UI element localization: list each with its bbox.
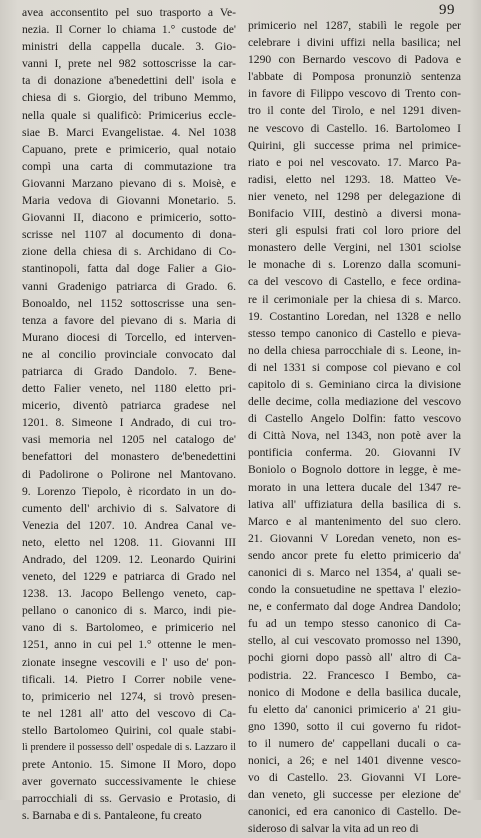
right-column-line: ne vescovo di Castello. 16. Bartolomeo I xyxy=(248,121,461,135)
right-column-line: fu eletto da' canonici primicerio a' 21 giu- xyxy=(248,702,461,716)
left-column-line: veneto, del 1229 e patriarca di Grado nel xyxy=(22,570,236,584)
right-column-line: di Città Nova, nel 1343, non potè aver la xyxy=(248,429,461,443)
right-column-line: stello, al cui vescovato promosso nel 1390, xyxy=(248,634,461,648)
left-column-line: to, primicerio nel 1274, si trovò presen- xyxy=(22,689,236,703)
right-column-line: delle decime, colla mediazione del vescovo xyxy=(248,395,461,409)
right-column-line: dan veneto, gli successe per elezione de' xyxy=(248,788,461,802)
right-column-line: di Castello Angelo Dolfin: fatto vescovo xyxy=(248,412,461,426)
right-column-line: di nel 1331 si compose col pievano e col xyxy=(248,360,461,374)
left-column-line: aver governato successivamente le chiese xyxy=(22,775,236,789)
left-column-line: cumento dell' archivio di s. Salvatore di xyxy=(22,501,236,515)
left-column xyxy=(22,4,236,825)
left-column-line: te nel 1281 all' atto del vescovo di Ca- xyxy=(22,706,236,720)
right-column-line: canonici di s. Marco nel 1354, a' quali se- xyxy=(248,566,461,579)
right-column-line: le monache di s. Lorenzo dalla scomuni- xyxy=(248,258,461,272)
right-column-line: fu ad un tempo stesso canonico di Ca- xyxy=(248,617,461,631)
right-column-line: stesso tempo canonico di Castello e pieva- xyxy=(248,326,461,340)
right-column-line: podistria. 22. Francesco I Bembo, ca- xyxy=(248,668,461,682)
left-column-line: nella quale si qualificò: Primicerius eccle- xyxy=(22,108,236,122)
right-column-line: steri gli espulsi frati col loro priore del xyxy=(248,224,461,238)
right-column-line: morato in una lettera ducale del 1347 re- xyxy=(248,480,461,494)
left-column-line: detto Falier veneto, nel 1180 eletto pri- xyxy=(22,382,236,396)
right-column-line: Boniolo o Bognolo dottore in legge, è me- xyxy=(248,463,461,477)
left-column-line: prete Antonio. 15. Simone II Moro, dopo xyxy=(22,758,236,772)
left-column-line: Giovanni II, diacono e primicerio, sotto- xyxy=(22,211,236,225)
left-column-line: 1251, anno in cui pel 1.° ottenne le men- xyxy=(22,638,236,652)
right-column-line: no della chiesa parrocchiale di s. Leone, in- xyxy=(248,343,461,357)
left-column-line: vanni Gradenigo patriarca di Grado. 6. xyxy=(22,279,236,293)
right-column-line: monastero delle Vergini, nel 1301 sciolse xyxy=(248,241,461,255)
right-column-line: capitolo di s. Geminiano circa la divisione xyxy=(248,377,461,391)
left-column-line: benefattori del monastero de'benedettini xyxy=(22,450,236,464)
left-column-line: Murano diocesi di Torcello, ed interven- xyxy=(22,330,236,344)
left-column-line: neto, eletto nel 1208. 11. Giovanni III xyxy=(22,535,236,549)
right-column-line: l'abbate di Pomposa pronunziò sentenza xyxy=(248,70,461,84)
left-column-line: Venezia del 1207. 10. Andrea Canal ve- xyxy=(22,518,236,532)
right-column-line: pochi giorni dopo passò all' altro di Ca- xyxy=(248,651,461,665)
right-column-line: gno 1390, sotto il cui governo fu ridot- xyxy=(248,719,461,733)
right-column-line: ca del vescovo di Castello, e fece ordina- xyxy=(248,275,461,289)
left-column-line: 1201. 8. Simeone I Andrado, di cui tro- xyxy=(22,416,236,430)
page-number: 99 xyxy=(439,2,455,18)
left-column-line: zione della chiesa di s. Archidano di Co- xyxy=(22,245,236,259)
left-column-line: ministri della cappella ducale. 3. Gio- xyxy=(22,40,236,54)
right-column-line: 21. Giovanni V Loredan veneto, non es- xyxy=(248,531,461,545)
right-column-line: Bonifacio VIII, destinò a diversi mona- xyxy=(248,207,461,221)
right-column-line: lativa all' uffiziatura della basilica di s. xyxy=(248,497,461,511)
right-column-line: nonico di Modone e della basilica ducale, xyxy=(248,685,461,699)
left-column-line: Andrado, del 1209. 12. Leonardo Quirini xyxy=(22,553,236,566)
right-column-line: riato e poi nel vescovato. 17. Marco Pa- xyxy=(248,155,461,169)
left-column-line: zionate insegne vescovili e l' uso de' pon- xyxy=(22,655,236,669)
right-column-line: 1290 con Bernardo vescovo di Padova e xyxy=(248,53,461,67)
right-column-line: radisi, eletto nel 1293. 18. Matteo Ve- xyxy=(248,172,461,186)
right-column-line: condo la consuetudine ne spettava l' elezio- xyxy=(248,583,461,597)
left-column-line: tenza a favore del pievano di s. Maria di xyxy=(22,313,236,327)
right-column-line: ne, e confermato dal doge Andrea Dandolo; xyxy=(248,600,461,614)
right-column-line: nonici, a 26; e nel 1401 divenne vesco- xyxy=(248,754,461,768)
right-column-line: sideroso di salvar la vita ad un reo di xyxy=(248,822,419,836)
right-column-line: pontificia conferma. 20. Giovanni IV xyxy=(248,446,461,460)
left-column-line: stantinopoli, fatta dal doge Falier a Gio- xyxy=(22,262,236,276)
left-column-line: avea acconsentito pel suo trasporto a Ve- xyxy=(22,6,236,19)
right-column-line: 19. Costantino Loredan, nel 1328 e nello xyxy=(248,309,461,323)
right-column-line: in favore di Filippo vescovo di Trento con- xyxy=(248,87,461,101)
left-column-line: nezia. Il Corner lo chiama 1.° custode de' xyxy=(22,23,236,37)
right-column-line: primicerio nel 1287, stabilì le regole per xyxy=(248,19,461,32)
right-column-line: vo di Castello. 23. Giovanni VI Lore- xyxy=(248,771,461,785)
left-column-line: compì una carta di commutazione tra xyxy=(22,159,236,173)
left-column-line: ne al concilio provinciale convocato dal xyxy=(22,347,236,361)
left-column-line: chiesa di s. Giorgio, del tribuno Memmo, xyxy=(22,91,236,105)
left-column-line: scrisse nel 1107 al documento di dona- xyxy=(22,228,236,242)
left-column-line: tificali. 14. Pietro I Correr nobile vene- xyxy=(22,672,236,686)
left-column-line: di Padolirone o Polirone nel Mantovano. xyxy=(22,467,236,481)
right-column-line: nier veneto, nel 1298 per delegazione di xyxy=(248,189,461,203)
right-column-line: Quirini, gli successe prima nel primice- xyxy=(248,138,461,152)
left-column-line: ta di donazione a'benedettini dell' isola e xyxy=(22,74,236,88)
right-column-line: sendo ancor prete fu eletto primicerio da' xyxy=(248,548,461,562)
left-column-line: 1238. 13. Jacopo Bellengo veneto, cap- xyxy=(22,587,236,601)
left-column-line: Capuano, prete e primicerio, qual notaio xyxy=(22,142,236,156)
left-column-line: vanni I, prete nel 982 sottoscrisse la car- xyxy=(22,57,236,71)
left-column-line: Maria vedova di Giovanni Monetario. 5. xyxy=(22,194,236,208)
right-column-line: tro il conte del Tirolo, e nel 1291 diven- xyxy=(248,104,461,118)
left-column-line: pellano o canonico di s. Marco, indi pie- xyxy=(22,604,236,618)
left-column-line: vano di s. Bartolomeo, e primicerio nel xyxy=(22,621,236,635)
right-column xyxy=(248,17,461,838)
right-column-line: re il cerimoniale per la chiesa di s. Marco. xyxy=(248,292,461,306)
left-column-line: s. Barnaba e di s. Pantaleone, fu creato xyxy=(22,809,202,823)
left-column-line: stello Bartolomeo Quirini, col quale stabi- xyxy=(22,723,236,737)
left-column-line: parrocchiali di ss. Gervasio e Protasio, di xyxy=(22,792,236,806)
right-column-line: Marco e al mantenimento del suo clero. xyxy=(248,514,461,528)
left-column-line: Bonoaldo, nel 1152 sottoscrisse una sen- xyxy=(22,296,236,310)
left-column-line: Giovanni Marzano pievano di s. Moisè, e xyxy=(22,176,236,190)
left-column-line: 9. Lorenzo Tiepolo, è ricordato in un do- xyxy=(22,484,236,498)
left-column-line: patriarca di Grado Dandolo. 7. Bene- xyxy=(22,364,236,378)
left-column-line: lì prendere il possesso dell' ospedale di s. Lazzaro il xyxy=(22,742,236,754)
right-column-line: canonici, ed era canonico di Castello. De- xyxy=(248,805,461,819)
left-column-line: siae B. Marci Evangelistae. 4. Nel 1038 xyxy=(22,125,236,139)
right-column-line: to il numero de' cappellani ducali o ca- xyxy=(248,736,461,750)
left-column-line: micerio, diventò patriarca gradese nel xyxy=(22,399,236,413)
left-column-line: vasi memoria nel 1205 nel catalogo de' xyxy=(22,433,236,447)
right-column-line: celebrare i divini uffizi nella basilica; nel xyxy=(248,36,461,50)
